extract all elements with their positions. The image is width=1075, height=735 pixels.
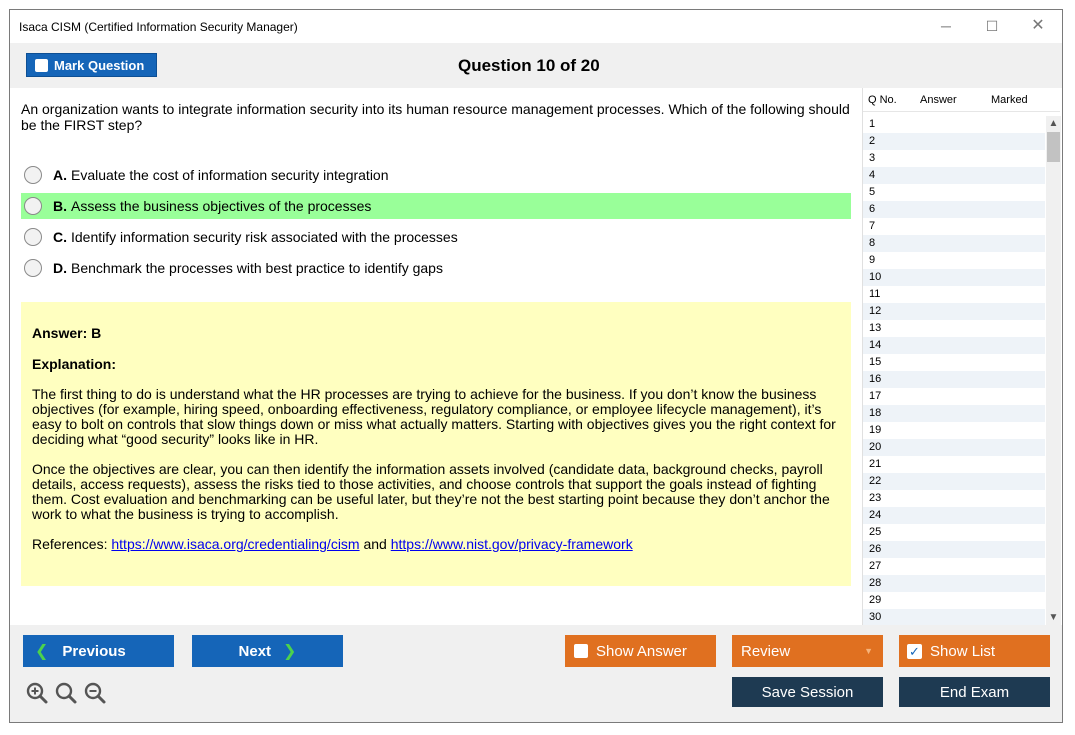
maximize-icon[interactable]: ☐	[985, 18, 999, 34]
list-item[interactable]: 4	[863, 167, 1045, 184]
mark-question-label: Mark Question	[54, 57, 145, 73]
show-list-button[interactable]	[899, 635, 1050, 667]
window-title: Isaca CISM (Certified Information Security Manager)	[19, 20, 298, 34]
question-text: An organization wants to integrate information security into its human resource management processes. Which of the following should be the FIRST step?	[21, 101, 850, 133]
list-item[interactable]: 10	[863, 269, 1045, 286]
explanation-title: Explanation:	[32, 356, 117, 372]
previous-label: Previous	[62, 642, 126, 660]
review-dropdown[interactable]	[732, 635, 883, 667]
list-item[interactable]: 3	[869, 152, 876, 164]
dropdown-arrow-icon: ▼	[864, 646, 873, 656]
scroll-up-icon[interactable]: ▲	[1048, 118, 1059, 129]
option-b[interactable]	[21, 193, 851, 219]
list-item[interactable]: 29	[869, 594, 882, 606]
question-list-panel	[862, 88, 1060, 625]
list-item[interactable]: 18	[863, 405, 1045, 422]
option-letter: D.	[53, 260, 67, 276]
references	[32, 537, 840, 552]
option-letter: C.	[53, 229, 67, 245]
question-list-header	[863, 88, 1060, 112]
review-label: Review	[741, 642, 791, 660]
list-item[interactable]: 1	[869, 118, 876, 130]
next-button[interactable]	[192, 635, 343, 667]
question-header	[10, 43, 1062, 88]
references-label: References:	[32, 536, 108, 552]
option-d[interactable]	[21, 255, 851, 281]
explanation-paragraph-1: The first thing to do is understand what the HR processes are trying to achieve for the business. If you don’t know the business objectives (for example, hiring speed, onboarding effectiveness, regulatory compliance, or employee lifecycle management), it’s easy to bolt on controls that slow things down or miss what actually matters. Starting with objectives gives you the right context for deciding what “good security” looks like in HR.	[32, 386, 836, 447]
zoom-reset-icon[interactable]	[54, 681, 78, 705]
scroll-thumb[interactable]	[1047, 132, 1060, 162]
zoom-in-icon[interactable]	[25, 681, 49, 705]
column-qno[interactable]: Q No.	[868, 93, 897, 106]
explanation-paragraph-2: Once the objectives are clear, you can then identify the information assets involved (candidate data, background checks, payroll details, access requests), assess the risks tied to those activities, and choose controls that support the goals instead of fighting them. Cost evaluation and benchmarking can be useful later, but they’re not the best starting point because they don’t anchor the work to what the business is trying to accomplish.	[32, 461, 830, 522]
list-item[interactable]: 11	[869, 288, 881, 300]
reference-link-nist[interactable]: https://www.nist.gov/privacy-framework	[390, 536, 633, 552]
close-icon[interactable]: ✕	[1031, 17, 1045, 34]
question-list	[863, 116, 1045, 625]
option-text: Benchmark the processes with best practice to identify gaps	[71, 260, 443, 276]
list-item[interactable]: 20	[863, 439, 1045, 456]
option-text: Assess the business objectives of the processes	[71, 198, 372, 214]
radio-icon[interactable]	[24, 228, 42, 246]
list-item[interactable]: 24	[863, 507, 1045, 524]
option-text: Identify information security risk associated with the processes	[71, 229, 458, 245]
option-text: Evaluate the cost of information security integration	[71, 167, 389, 183]
save-session-button[interactable]: Save Session	[732, 677, 883, 707]
option-letter: A.	[53, 167, 67, 183]
chevron-right-icon: ❯	[283, 643, 297, 660]
radio-icon[interactable]	[24, 197, 42, 215]
mark-checkbox-icon[interactable]	[35, 59, 48, 72]
list-item[interactable]: 19	[869, 424, 882, 436]
next-label: Next	[238, 642, 272, 660]
list-item[interactable]: 23	[869, 492, 882, 504]
show-answer-button[interactable]	[565, 635, 716, 667]
list-item[interactable]: 25	[869, 526, 882, 538]
list-item[interactable]: 8	[863, 235, 1045, 252]
list-item[interactable]: 14	[863, 337, 1045, 354]
show-list-checkbox-icon[interactable]: ✓	[907, 644, 922, 659]
list-item[interactable]: 27	[869, 560, 882, 572]
end-exam-button[interactable]: End Exam	[899, 677, 1050, 707]
list-item[interactable]: 22	[863, 473, 1045, 490]
answer-explanation-box	[21, 302, 851, 586]
list-item[interactable]: 26	[863, 541, 1045, 558]
list-scrollbar[interactable]	[1046, 116, 1061, 625]
show-answer-label: Show Answer	[596, 642, 687, 660]
answer-line: Answer: B	[32, 325, 102, 341]
app-window	[9, 9, 1063, 723]
option-a[interactable]	[21, 162, 851, 188]
option-letter: B.	[53, 198, 67, 214]
question-counter: Question 10 of 20	[458, 56, 600, 75]
list-item[interactable]: 6	[863, 201, 1045, 218]
column-marked[interactable]: Marked	[991, 93, 1028, 106]
reference-link-isaca[interactable]: https://www.isaca.org/credentialing/cism	[111, 536, 360, 552]
list-item[interactable]: 16	[863, 371, 1045, 388]
list-item[interactable]: 2	[863, 133, 1045, 150]
mark-question-button[interactable]	[26, 53, 157, 77]
list-item[interactable]: 15	[869, 356, 882, 368]
title-bar	[10, 10, 1062, 43]
show-answer-checkbox-icon[interactable]	[574, 644, 588, 658]
list-item[interactable]: 7	[869, 220, 876, 232]
radio-icon[interactable]	[24, 166, 42, 184]
list-item[interactable]: 12	[863, 303, 1045, 320]
list-item[interactable]: 5	[869, 186, 876, 198]
list-item[interactable]: 30	[863, 609, 1045, 625]
zoom-out-icon[interactable]	[83, 681, 107, 705]
chevron-left-icon: ❮	[35, 643, 49, 660]
list-item[interactable]: 13	[869, 322, 882, 334]
question-pane	[10, 88, 860, 625]
option-c[interactable]	[21, 224, 851, 250]
list-item[interactable]: 28	[863, 575, 1045, 592]
list-item[interactable]: 21	[869, 458, 882, 470]
bottom-toolbar	[10, 625, 1062, 722]
list-item[interactable]: 17	[869, 390, 882, 402]
minimize-icon[interactable]: ─	[941, 18, 951, 34]
references-join: and	[363, 536, 387, 552]
scroll-down-icon[interactable]: ▼	[1048, 612, 1059, 623]
column-answer[interactable]: Answer	[920, 93, 957, 106]
previous-button[interactable]	[23, 635, 174, 667]
list-item[interactable]: 9	[869, 254, 876, 266]
radio-icon[interactable]	[24, 259, 42, 277]
show-list-label: Show List	[930, 642, 996, 660]
